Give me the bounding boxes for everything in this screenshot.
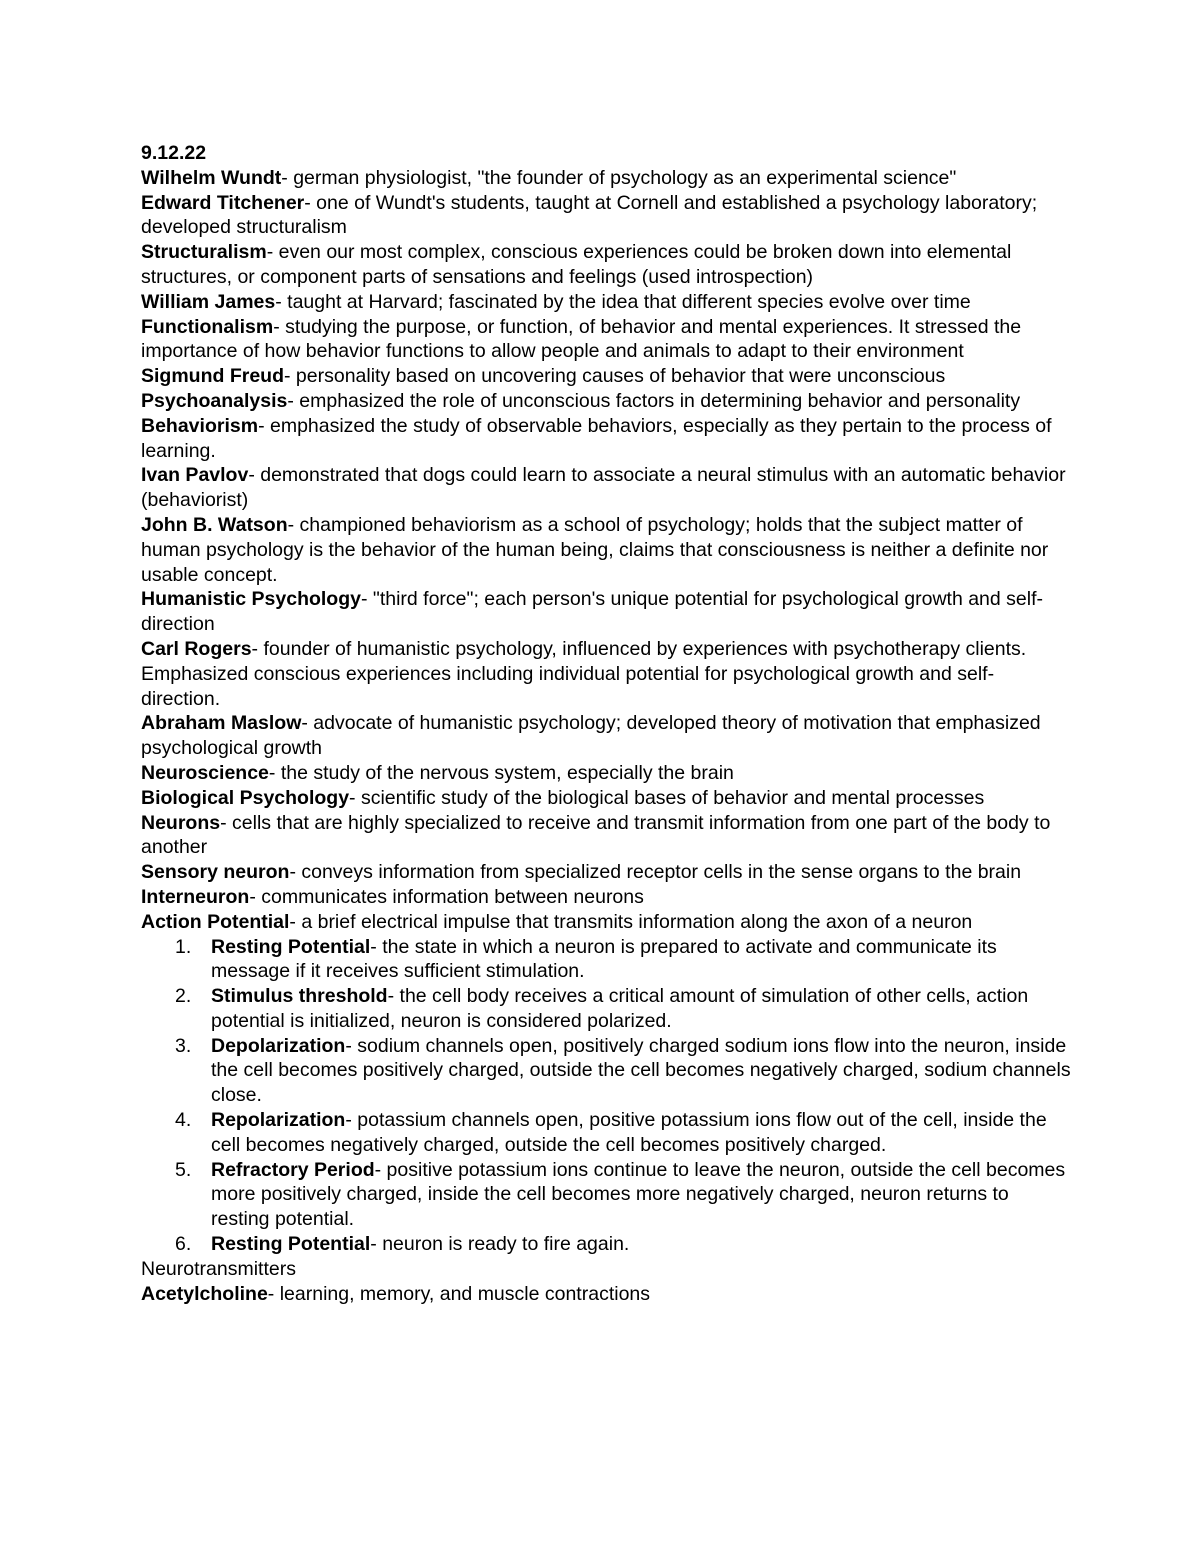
note-date: 9.12.22 bbox=[141, 142, 207, 164]
definition-entry bbox=[141, 513, 1071, 587]
definition-term: Action Potential bbox=[141, 910, 290, 933]
step-term: Stimulus threshold bbox=[211, 985, 388, 1008]
definition-entry bbox=[141, 364, 1071, 389]
definition-term: Humanistic Psychology bbox=[141, 588, 361, 611]
definition-term: Neuroscience bbox=[141, 761, 269, 784]
definition-term: Neurons bbox=[141, 811, 221, 834]
definition-text: - demonstrated that dogs could learn to associate a neural stimulus with an automatic behavior (behaviorist) bbox=[141, 464, 1066, 512]
step-term: Depolarization bbox=[211, 1034, 346, 1057]
definition-term: Sigmund Freud bbox=[141, 365, 284, 388]
definition-text: - founder of humanistic psychology, influenced by experiences with psychotherapy clients. Emphasized conscious experiences including individual potential for psychological growth and self-direction. bbox=[141, 637, 1027, 710]
step-term: Resting Potential bbox=[211, 1233, 371, 1256]
definition-term: Structuralism bbox=[141, 241, 267, 264]
definition-term: Sensory neuron bbox=[141, 861, 290, 884]
definition-entry bbox=[141, 1282, 1071, 1307]
step-number: 3. bbox=[175, 1034, 192, 1057]
definition-text: - championed behaviorism as a school of psychology; holds that the subject matter of human psychology is the behavior of the human being, claims that consciousness is neither a definite nor usable concept. bbox=[141, 513, 1049, 586]
step-item bbox=[141, 1108, 1071, 1158]
step-text: - the state in which a neuron is prepared to activate and communicate its message if it receives sufficient stimulation. bbox=[211, 935, 997, 983]
definition-text: - advocate of humanistic psychology; developed theory of motivation that emphasized psychological growth bbox=[141, 712, 1041, 760]
definition-entry bbox=[141, 166, 1071, 191]
definition-term: Wilhelm Wundt bbox=[141, 166, 282, 189]
definition-text: - emphasized the role of unconscious factors in determining behavior and personality bbox=[287, 389, 1021, 412]
step-item bbox=[141, 1158, 1071, 1232]
step-number: 4. bbox=[175, 1109, 192, 1132]
definition-term: Ivan Pavlov bbox=[141, 464, 249, 487]
definition-term: William James bbox=[141, 290, 276, 313]
definition-text: - communicates information between neurons bbox=[249, 885, 644, 908]
definition-term: Psychoanalysis bbox=[141, 389, 288, 412]
definition-text: - emphasized the study of observable behaviors, especially as they pertain to the process of learning. bbox=[141, 414, 1052, 462]
definition-entry bbox=[141, 240, 1071, 290]
definition-text: - german physiologist, "the founder of psychology as an experimental science" bbox=[281, 166, 957, 189]
definition-text: - taught at Harvard; fascinated by the idea that different species evolve over time bbox=[275, 290, 971, 313]
definition-entry bbox=[141, 885, 1071, 910]
definition-text: - a brief electrical impulse that transmits information along the axon of a neuron bbox=[289, 910, 973, 933]
definition-text: - cells that are highly specialized to receive and transmit information from one part of the body to another bbox=[141, 811, 1051, 859]
definition-term: Interneuron bbox=[141, 885, 250, 908]
definition-text: - the study of the nervous system, especially the brain bbox=[268, 761, 734, 784]
step-number: 2. bbox=[175, 985, 192, 1008]
definition-entry bbox=[141, 414, 1071, 464]
definition-text: - one of Wundt's students, taught at Cornell and established a psychology laboratory; developed structuralism bbox=[141, 191, 1038, 239]
step-number: 6. bbox=[175, 1233, 192, 1256]
definition-entry bbox=[141, 761, 1071, 786]
document-page bbox=[141, 141, 1071, 1306]
step-item bbox=[141, 1232, 1071, 1257]
step-text: - positive potassium ions continue to leave the neuron, outside the cell becomes more positively charged, inside the cell becomes more negatively charged, neuron returns to resting potential. bbox=[211, 1158, 1066, 1231]
step-text: - neuron is ready to fire again. bbox=[370, 1233, 630, 1256]
definition-term: John B. Watson bbox=[141, 513, 288, 536]
definition-entry bbox=[141, 711, 1071, 761]
definition-text: - personality based on uncovering causes of behavior that were unconscious bbox=[284, 365, 946, 388]
step-number: 5. bbox=[175, 1158, 192, 1181]
definition-entry bbox=[141, 587, 1071, 637]
step-item bbox=[141, 935, 1071, 985]
definition-text: - even our most complex, conscious experiences could be broken down into elemental structures, or component parts of sensations and feelings (used introspection) bbox=[141, 241, 1012, 288]
definition-term: Carl Rogers bbox=[141, 637, 252, 660]
step-text: - the cell body receives a critical amount of simulation of other cells, action potential is initialized, neuron is considered polarized. bbox=[211, 985, 1029, 1032]
definition-text: - conveys information from specialized receptor cells in the sense organs to the brain bbox=[289, 861, 1022, 884]
step-text: - potassium channels open, positive potassium ions flow out of the cell, inside the cell becomes negatively charged, outside the cell becomes positively charged. bbox=[211, 1109, 1047, 1156]
definition-entry bbox=[141, 389, 1071, 414]
definition-entry bbox=[141, 463, 1071, 513]
definition-term: Biological Psychology bbox=[141, 786, 350, 809]
step-term: Repolarization bbox=[211, 1109, 346, 1132]
step-number: 1. bbox=[175, 935, 192, 958]
definition-text: - learning, memory, and muscle contractions bbox=[267, 1282, 651, 1305]
step-text: - sodium channels open, positively charged sodium ions flow into the neuron, inside the cell becomes positively charged, outside the cell becomes negatively charged, sodium channels close. bbox=[211, 1034, 1071, 1107]
definition-text: - studying the purpose, or function, of behavior and mental experiences. It stressed the importance of how behavior functions to allow people and animals to adapt to their environment bbox=[141, 315, 1022, 363]
action-potential-steps bbox=[141, 935, 1071, 1257]
definition-entry bbox=[141, 786, 1071, 811]
definition-term: Functionalism bbox=[141, 315, 274, 338]
definition-entry bbox=[141, 315, 1071, 365]
definition-entry bbox=[141, 637, 1071, 711]
step-item bbox=[141, 984, 1071, 1034]
definition-term: Behaviorism bbox=[141, 414, 259, 437]
definition-text: - "third force"; each person's unique potential for psychological growth and self-direction bbox=[141, 588, 1044, 636]
step-term: Resting Potential bbox=[211, 935, 371, 958]
definition-entry bbox=[141, 191, 1071, 241]
definition-entry bbox=[141, 290, 1071, 315]
definition-entry bbox=[141, 811, 1071, 861]
definition-term: Edward Titchener bbox=[141, 191, 305, 214]
definition-entry bbox=[141, 910, 1071, 935]
definition-entry bbox=[141, 860, 1071, 885]
definition-text: - scientific study of the biological bases of behavior and mental processes bbox=[349, 786, 985, 809]
section-heading: Neurotransmitters bbox=[141, 1257, 296, 1280]
step-term: Refractory Period bbox=[211, 1158, 375, 1181]
definition-term: Abraham Maslow bbox=[141, 712, 302, 735]
definitions-list bbox=[141, 166, 1071, 935]
step-item bbox=[141, 1034, 1071, 1108]
definition-term: Acetylcholine bbox=[141, 1282, 268, 1305]
